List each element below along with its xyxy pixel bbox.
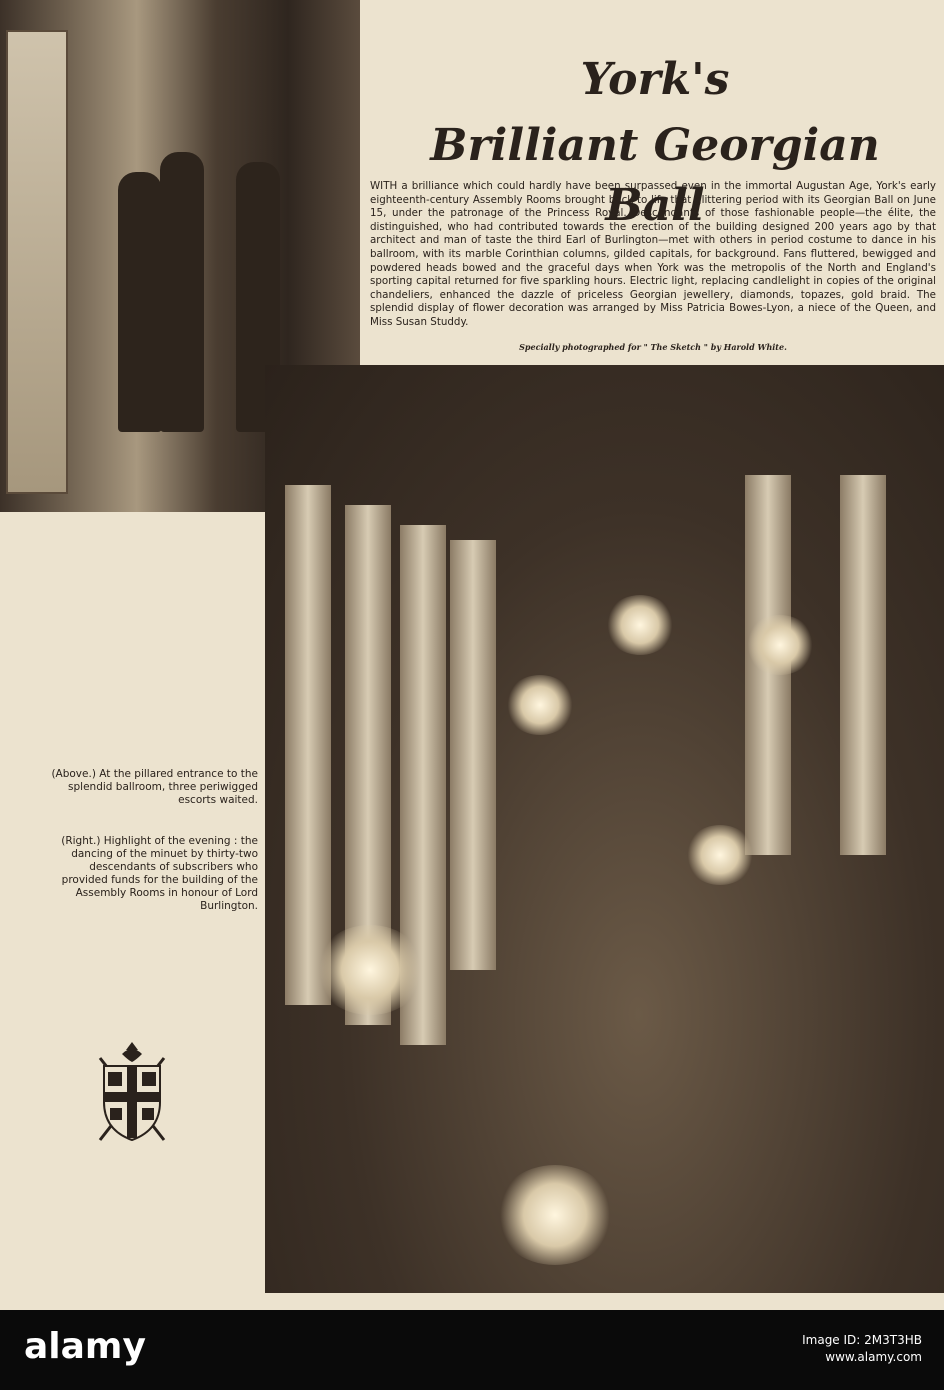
article-body: WITH a brilliance which could hardly have been surpassed even in the immortal Augustan Age, York's early eighteenth-century Assembly Rooms brought back to life that glittering period with its Georgian Ball on June 15, under the patronage of the Princess Royal. Descendants of those fashionable people—the élite, the distinguished, who had contributed towards the erection of the building designed 200 years ago by that architect and man of taste the third Earl of Burlington—met with others in period costume to dance in his ballroom, with its marble Corinthian columns, gilded capitals, for background. Fans fluttered, bewigged and powdered heads bowed and the graceful days when York was the metropolis of the North and England's sporting capital returned for five sparkling hours. Electric light, replacing candlelight in copies of the original chandeliers, enhanced the dazzle of priceless Georgian jewellery, diamonds, topazes, gold braid. The splendid display of flower decoration was arranged by Miss Patricia Bowes-Lyon, a niece of the Queen, and Miss Susan Studdy. xyxy=(370,180,936,328)
headline-line-2: Brilliant Georgian Ball xyxy=(430,120,880,231)
column xyxy=(840,475,886,855)
escort-figure xyxy=(118,172,162,432)
watermark-footer xyxy=(0,1310,944,1390)
door xyxy=(6,30,68,494)
headline-line-1: York's xyxy=(580,54,730,105)
footer-meta xyxy=(802,1332,922,1366)
chandelier xyxy=(745,615,815,675)
chandelier xyxy=(315,925,425,1015)
column xyxy=(450,540,496,970)
caption-above: (Above.) At the pillared entrance to the splendid ballroom, three periwigged escorts waited. xyxy=(51,768,258,806)
york-crest-icon xyxy=(92,1040,172,1145)
column xyxy=(285,485,331,1005)
caption-right: (Right.) Highlight of the evening : the dancing of the minuet by thirty-two descendants of subscribers who provided funds for the building of the Assembly Rooms in honour of Lord Burlington. xyxy=(61,835,258,912)
ballroom-photo xyxy=(265,365,944,1293)
photo-credit: Specially photographed for " The Sketch " by Harold White. xyxy=(519,342,787,352)
chandelier xyxy=(495,1165,615,1265)
chandelier xyxy=(685,825,755,885)
image-id: Image ID: 2M3T3HB xyxy=(802,1333,922,1347)
escort-figure xyxy=(160,152,204,432)
footer-url: www.alamy.com xyxy=(825,1350,922,1364)
chandelier xyxy=(505,675,575,735)
alamy-logo: alamy xyxy=(24,1326,146,1367)
chandelier xyxy=(605,595,675,655)
